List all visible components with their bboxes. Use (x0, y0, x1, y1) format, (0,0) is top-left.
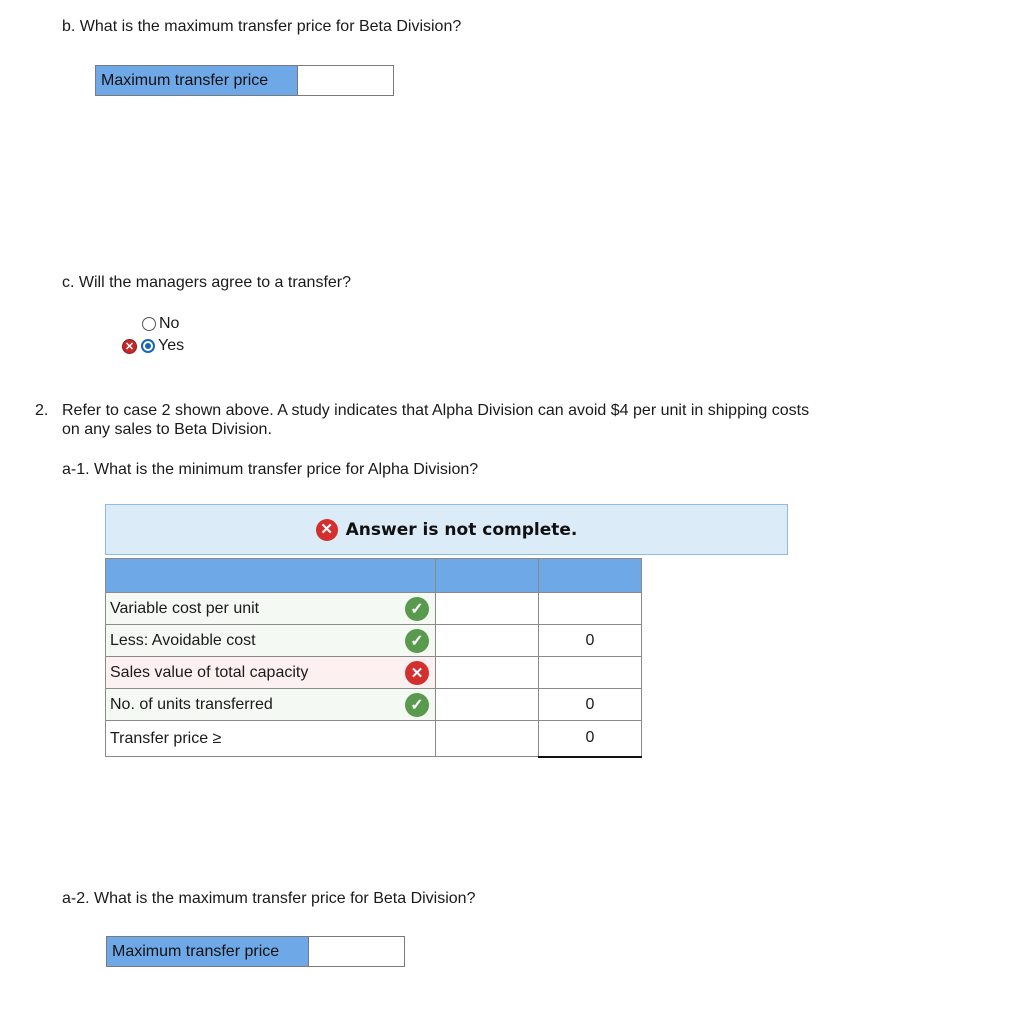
value-input[interactable]: 0 (539, 625, 642, 657)
value-input[interactable] (539, 657, 642, 689)
table-row (106, 721, 642, 757)
max-transfer-price-input-a2[interactable] (309, 937, 404, 966)
banner-text: Answer is not complete. (345, 519, 578, 540)
table-row (106, 689, 642, 721)
row-label[interactable]: No. of units transferred (110, 695, 273, 713)
incorrect-icon: ✕ (122, 339, 137, 354)
option-no-label: No (159, 315, 180, 332)
header-cell (539, 559, 642, 593)
row-label: Transfer price ≥ (110, 729, 222, 747)
header-cell (436, 559, 539, 593)
option-no[interactable] (142, 315, 179, 333)
correct-icon: ✓ (405, 597, 429, 621)
question-2-line1: Refer to case 2 shown above. A study indicates that Alpha Division can avoid $4 per unit in shipping costs (62, 402, 810, 419)
correct-icon: ✓ (405, 629, 429, 653)
question-c: c. Will the managers agree to a transfer? (62, 274, 352, 291)
question-b: b. What is the maximum transfer price for Beta Division? (62, 18, 462, 35)
radio-yes[interactable] (141, 339, 155, 353)
question-2-line2: on any sales to Beta Division. (62, 421, 272, 438)
field-label: Maximum transfer price (107, 937, 309, 966)
question-2-number: 2. (35, 402, 49, 419)
max-transfer-price-input-b[interactable] (298, 66, 393, 95)
value-input[interactable] (436, 689, 539, 721)
value-input[interactable]: 0 (539, 689, 642, 721)
question-a1: a-1. What is the minimum transfer price for Alpha Division? (62, 461, 479, 478)
max-transfer-price-field-a2 (106, 936, 405, 967)
max-transfer-price-field-b (95, 65, 394, 96)
row-label[interactable]: Variable cost per unit (110, 599, 260, 617)
value-input[interactable] (539, 593, 642, 625)
row-label[interactable]: Sales value of total capacity (110, 663, 309, 681)
value-input[interactable] (436, 721, 539, 757)
answer-status-banner (105, 504, 788, 555)
field-label: Maximum transfer price (96, 66, 298, 95)
correct-icon: ✓ (405, 693, 429, 717)
value-input[interactable]: 0 (539, 721, 642, 757)
value-input[interactable] (436, 593, 539, 625)
row-label[interactable]: Less: Avoidable cost (110, 631, 256, 649)
question-a2: a-2. What is the maximum transfer price for Beta Division? (62, 890, 476, 907)
option-yes[interactable] (122, 337, 184, 355)
option-yes-label: Yes (158, 337, 185, 354)
table-header-row (106, 559, 642, 593)
transfer-price-table (105, 558, 642, 758)
table-row (106, 593, 642, 625)
table-row (106, 657, 642, 689)
value-input[interactable] (436, 657, 539, 689)
header-cell (106, 559, 436, 593)
table-row (106, 625, 642, 657)
incorrect-icon: ✕ (405, 661, 429, 685)
value-input[interactable] (436, 625, 539, 657)
error-icon: ✕ (316, 519, 338, 541)
radio-no[interactable] (142, 317, 156, 331)
